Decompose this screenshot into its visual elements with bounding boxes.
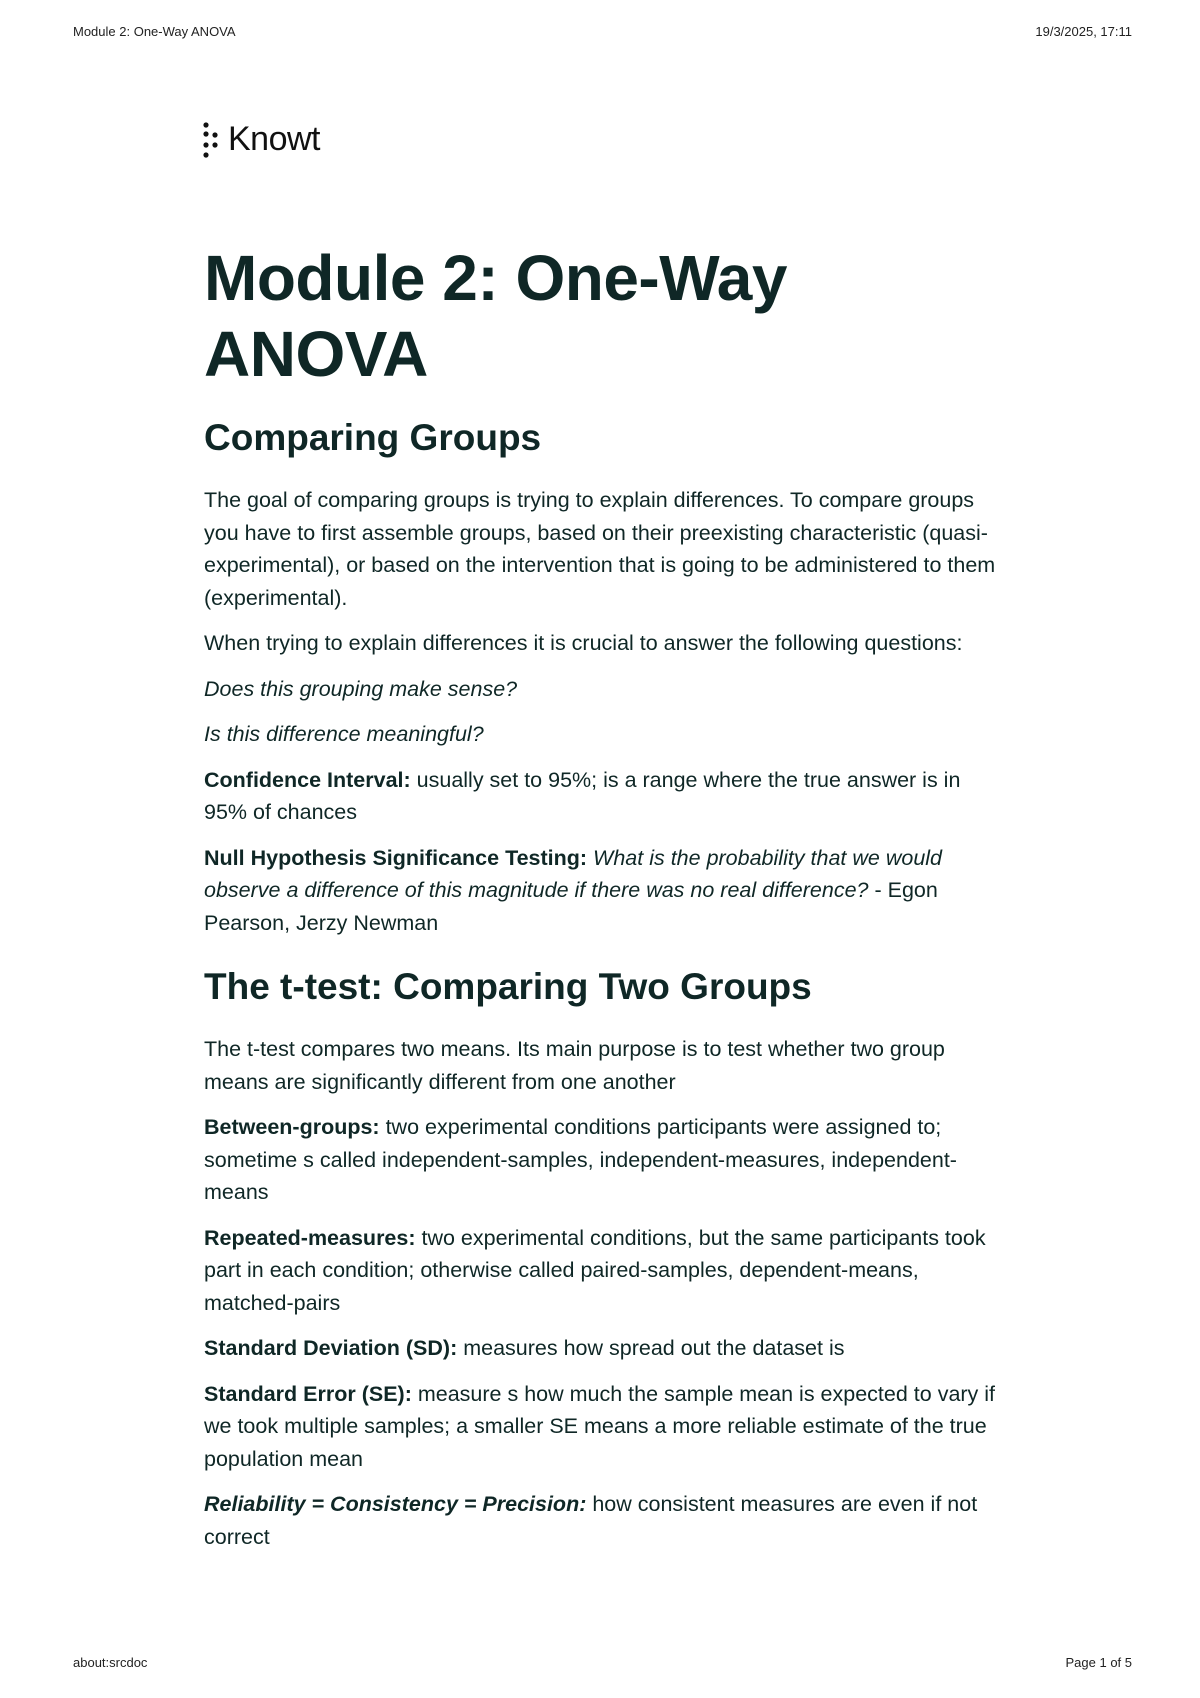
quote: What is the probability that we would observe a difference of this magnitude if there was no real difference? <box>204 845 943 902</box>
print-footer-url: about:srcdoc <box>73 1655 148 1670</box>
page-title <box>204 240 1004 392</box>
term: Between-groups: <box>204 1115 380 1139</box>
definition-repeated-measures <box>204 1222 1004 1320</box>
question <box>204 718 1004 751</box>
definition: measure s how much the sample mean is expected to vary if we took multiple samples; a smaller SE means a more reliable estimate of the true population mean <box>204 1381 996 1471</box>
term: Reliability = Consistency = Precision: <box>204 1492 587 1516</box>
definition-reliability <box>204 1488 1004 1553</box>
paragraph: The t-test compares two means. Its main purpose is to test whether two group means are significantly different from one another <box>204 1037 945 1094</box>
definition: two experimental conditions, but the same participants took part in each condition; otherwise called paired-samples, dependent-means, matched-pairs <box>204 1225 986 1315</box>
definition: usually set to 95%; is a range where the true answer is in 95% of chances <box>204 767 961 824</box>
knowt-logo <box>202 120 320 159</box>
title-line-2: ANOVA <box>204 318 428 390</box>
definition-between-groups <box>204 1111 1004 1209</box>
question-text: Is this difference meaningful? <box>204 722 484 746</box>
logo-text: Knowt <box>228 120 320 158</box>
term: Repeated-measures: <box>204 1225 416 1250</box>
definition-sd <box>204 1332 1004 1365</box>
definition: measures how spread out the dataset is <box>457 1336 845 1360</box>
attribution: - Egon Pearson, Jerzy Newman <box>204 878 938 935</box>
section-heading-t-test: The t-test: Comparing Two Groups <box>204 966 812 1007</box>
paragraph: When trying to explain differences it is crucial to answer the following questions: <box>204 631 963 655</box>
paragraph: The goal of comparing groups is trying to explain differences. To compare groups you have to first assemble groups, based on their preexisting characteristic (quasi-experimental), or based on the intervention that is going to be administered to them (experimental). <box>204 488 996 610</box>
term: Null Hypothesis Significance Testing: <box>204 845 588 870</box>
definition: two experimental conditions participants were assigned to; sometime s called independent-samples, independent-measures, independent-means <box>204 1115 957 1204</box>
title-line-1: Module 2: One-Way <box>204 242 787 314</box>
print-header-title: Module 2: One-Way ANOVA <box>73 24 236 39</box>
definition-se <box>204 1378 1004 1476</box>
print-header-datetime: 19/3/2025, 17:11 <box>1035 24 1132 39</box>
question <box>204 673 1004 706</box>
section-heading-comparing-groups: Comparing Groups <box>204 417 542 458</box>
definition-nhst <box>204 842 1004 940</box>
knowt-dots-icon <box>202 121 222 159</box>
definition-confidence-interval <box>204 764 1004 829</box>
document-body <box>204 240 1004 1566</box>
definition: how consistent measures are even if not correct <box>204 1492 978 1549</box>
term: Confidence Interval: <box>204 767 411 792</box>
term: Standard Deviation (SD): <box>204 1336 458 1360</box>
question-text: Does this grouping make sense? <box>204 676 518 701</box>
print-footer-page: Page 1 of 5 <box>1065 1655 1132 1670</box>
term: Standard Error (SE): <box>204 1381 412 1406</box>
